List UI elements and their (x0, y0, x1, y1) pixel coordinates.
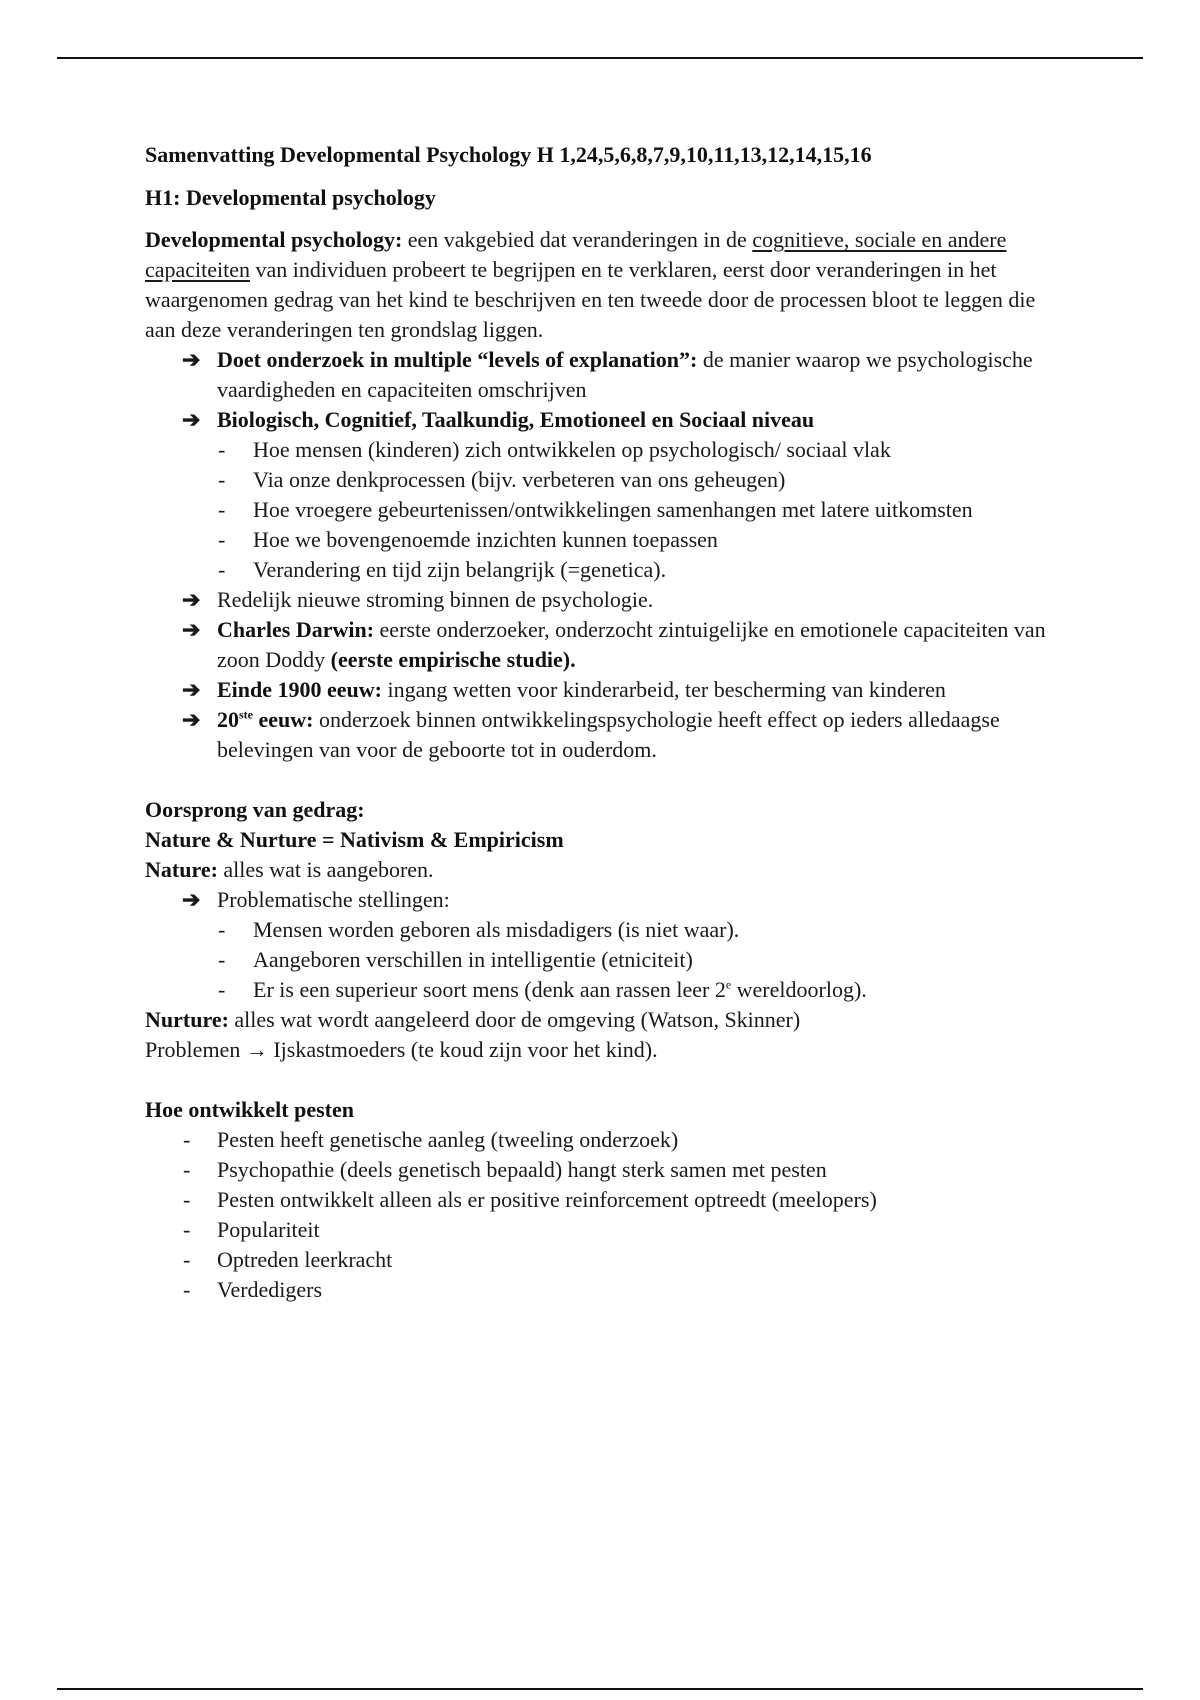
arrow-bullet: ➔ Redelijk nieuwe stroming binnen de psychologie. (145, 585, 1065, 615)
nature-nurture-heading: Nature & Nurture = Nativism & Empiricism (145, 827, 564, 852)
nature-definition: Nature: alles wat is aangeboren. (145, 857, 434, 882)
dash-item: - Mensen worden geboren als misdadigers (is niet waar). (218, 917, 740, 942)
dash-item: - Hoe vroegere gebeurtenissen/ontwikkelingen samenhangen met latere uitkomsten (218, 497, 973, 522)
dash-item: - Pesten heeft genetische aanleg (tweeling onderzoek) (183, 1127, 679, 1152)
document-title: Samenvatting Developmental Psychology H 1,24,5,6,8,7,9,10,11,13,12,14,15,16 (145, 142, 872, 167)
problemen-line: Problemen → Ijskastmoeders (te koud zijn voor het kind). (145, 1037, 658, 1062)
arrow-bullet: ➔ Doet onderzoek in multiple “levels of explanation”: de manier waarop we psychologische vaardigheden en capaciteiten omschrijven (182, 347, 1033, 402)
arrow-icon: ➔ (182, 347, 201, 372)
intro-term: Developmental psychology: (145, 227, 403, 252)
arrow-bullet: ➔ Charles Darwin: eerste onderzoeker, onderzocht zintuigelijke en emotionele capaciteiten van zoon Doddy (eerste empirische studie). (182, 617, 1046, 672)
dash-item: - Verandering en tijd zijn belangrijk (=genetica). (218, 557, 667, 582)
dash-item: - Pesten ontwikkelt alleen als er positive reinforcement optreedt (meelopers) (183, 1187, 877, 1212)
arrow-icon: ➔ (182, 617, 201, 642)
nurture-definition: Nurture: alles wat wordt aangeleerd door de omgeving (Watson, Skinner) (145, 1007, 801, 1032)
intro-paragraph: Developmental psychology: een vakgebied dat veranderingen in de cognitieve, sociale en andere capaciteiten van individuen probeert te begrijpen en te verklaren, eerst door veranderingen in het waargenomen gedrag van het kind te beschrijven en ten tweede door de processen bloot te leggen die aan deze veranderingen ten grondslag liggen. (145, 227, 1036, 342)
dash-item: - Psychopathie (deels genetisch bepaald) hangt sterk samen met pesten (183, 1157, 827, 1182)
dash-item: - Optreden leerkracht (183, 1247, 393, 1272)
dash-item: - Aangeboren verschillen in intelligentie (etniciteit) (218, 947, 693, 972)
dash-item: - Verdedigers (183, 1277, 323, 1302)
arrow-bullet: ➔ Einde 1900 eeuw: ingang wetten voor kinderarbeid, ter bescherming van kinderen (145, 675, 1065, 705)
dash-item: - Er is een superieur soort mens (denk aan rassen leer 2e wereldoorlog). (218, 977, 867, 1002)
arrow-icon: ➔ (182, 407, 201, 432)
arrow-icon: ➔ (182, 587, 201, 612)
chapter-heading: H1: Developmental psychology (145, 185, 436, 210)
footer-rule (57, 1688, 1143, 1690)
dash-item: - Hoe we bovengenoemde inzichten kunnen toepassen (218, 527, 718, 552)
arrow-bullet: ➔ 20ste eeuw: onderzoek binnen ontwikkelingspsychologie heeft effect op ieders alledaagse belevingen van voor de geboorte tot in ouderdom. (182, 707, 1000, 762)
arrow-icon: ➔ (182, 887, 201, 912)
underlined-phrase: cognitieve, sociale en andere capaciteiten (145, 227, 1007, 282)
dash-item: - Via onze denkprocessen (bijv. verbeteren van ons geheugen) (218, 467, 786, 492)
arrow-bullet: ➔ Problematische stellingen: (145, 885, 1065, 915)
dash-item: - Populariteit (183, 1217, 320, 1242)
dash-item: - Hoe mensen (kinderen) zich ontwikkelen op psychologisch/ sociaal vlak (218, 437, 891, 462)
arrow-icon: ➔ (182, 677, 201, 702)
right-arrow-icon: → (245, 1037, 268, 1062)
pesten-heading: Hoe ontwikkelt pesten (145, 1097, 354, 1122)
arrow-bullet: ➔ Biologisch, Cognitief, Taalkundig, Emotioneel en Sociaal niveau (145, 405, 1065, 435)
document-body (145, 140, 1065, 1305)
origin-heading: Oorsprong van gedrag: (145, 797, 365, 822)
header-rule (57, 57, 1143, 59)
arrow-icon: ➔ (182, 707, 201, 732)
